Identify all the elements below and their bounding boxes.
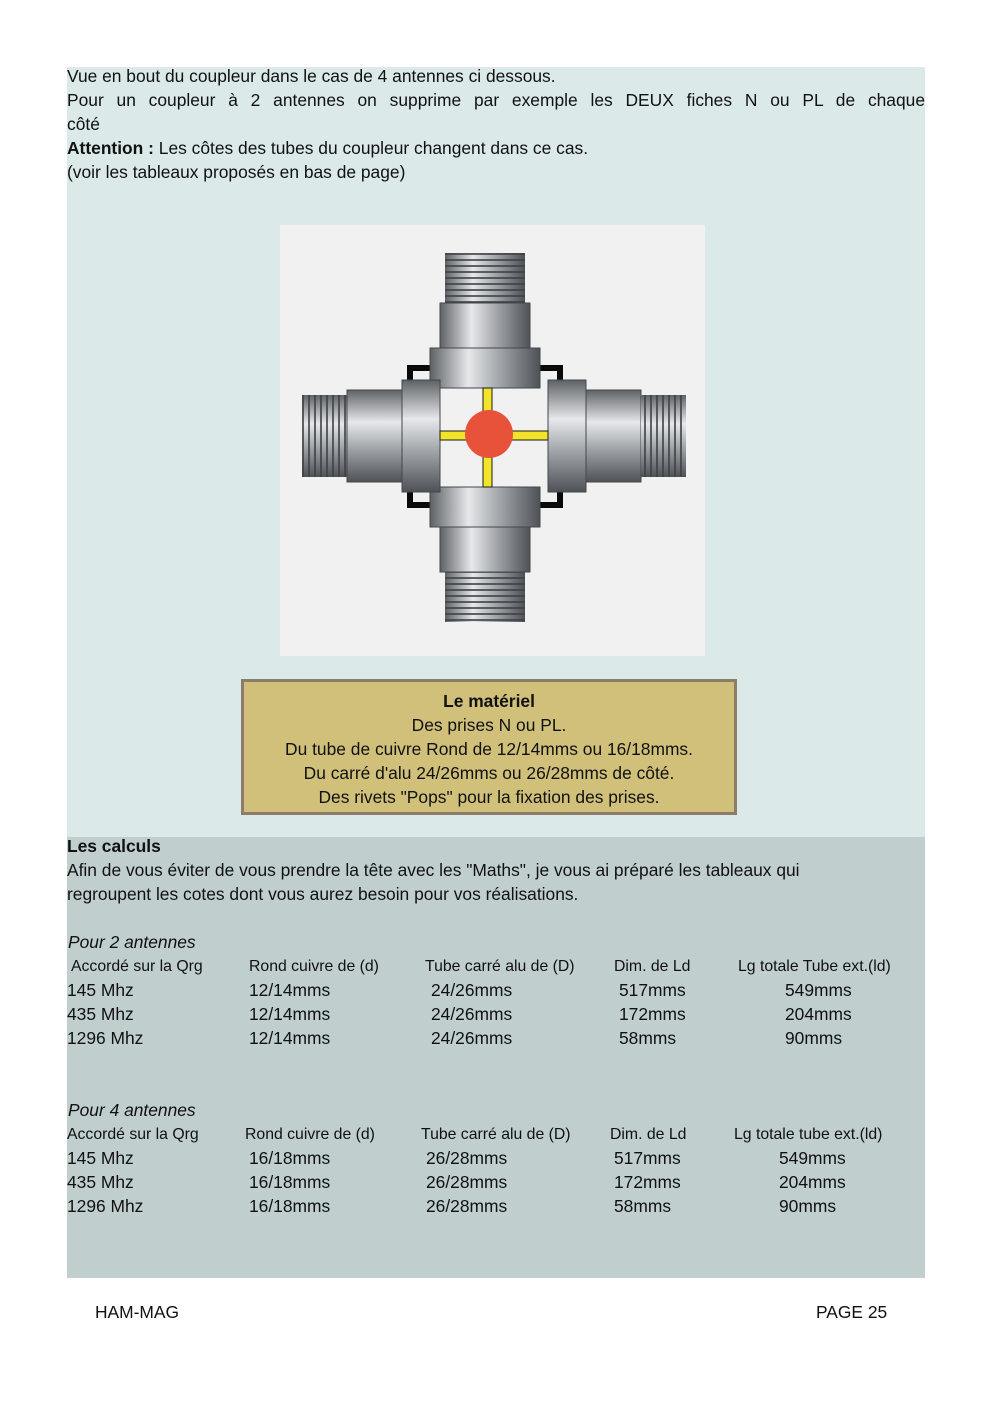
table-row [0, 1170, 993, 1194]
table-cell: 172mms [619, 1004, 686, 1024]
table-cell: 24/26mms [431, 980, 513, 1000]
column-header: Dim. de Ld [614, 958, 691, 975]
table-cell: 58mms [619, 1028, 677, 1048]
table-cell: 549mms [779, 1148, 846, 1168]
table-title-2-antennas: Pour 2 antennes [68, 932, 196, 952]
materiel-box [241, 679, 737, 815]
table-cell: 90mms [779, 1196, 837, 1216]
table-row [0, 1146, 993, 1170]
table-cell: 172mms [614, 1172, 681, 1192]
column-header: Tube carré alu de (D) [425, 958, 575, 975]
table-cell: 517mms [619, 980, 686, 1000]
attention-label: Attention : [67, 138, 154, 158]
column-header: Lg totale tube ext.(ld) [734, 1126, 883, 1143]
coupler-illustration [280, 225, 705, 656]
attention-line [67, 136, 925, 160]
intro-line: côté [67, 114, 100, 134]
column-header: Rond cuivre de (d) [249, 958, 379, 975]
table-cell: 145 Mhz [67, 980, 134, 1000]
materiel-line: Des rivets "Pops" pour la fixation des prises. [318, 787, 660, 807]
table-header-row [0, 1123, 993, 1147]
table-cell: 90mms [785, 1028, 843, 1048]
bottom-connector [430, 487, 540, 622]
table-cell: 549mms [785, 980, 852, 1000]
right-connector [548, 380, 686, 492]
calculs-text: regroupent les cotes dont vous aurez besoin pour vos réalisations. [67, 884, 579, 904]
table-cell: 16/18mms [249, 1148, 331, 1168]
left-connector [302, 380, 440, 492]
table-row [0, 1002, 993, 1026]
materiel-title: Le matériel [443, 691, 535, 711]
table-cell: 517mms [614, 1148, 681, 1168]
column-header: Accordé sur la Qrg [71, 958, 203, 975]
table-cell: 16/18mms [249, 1172, 331, 1192]
intro-line: Pour un coupleur à 2 antennes on supprime par exemple les DEUX fiches N ou PL de chaque [67, 90, 925, 110]
table-cell: 58mms [614, 1196, 672, 1216]
table-cell: 12/14mms [249, 980, 331, 1000]
intro-line: Vue en bout du coupleur dans le cas de 4 antennes ci dessous. [67, 66, 556, 86]
table-row [0, 1194, 993, 1218]
table-cell: 435 Mhz [67, 1172, 134, 1192]
table-cell: 204mms [785, 1004, 852, 1024]
table-header-row [0, 955, 993, 979]
table-cell: 26/28mms [426, 1172, 508, 1192]
table-cell: 145 Mhz [67, 1148, 134, 1168]
footer-magazine: HAM-MAG [95, 1302, 180, 1322]
calculs-text: Afin de vous éviter de vous prendre la tête avec les "Maths", je vous ai préparé les tableaux qui [67, 860, 800, 880]
footer-page-number: PAGE 25 [816, 1302, 888, 1322]
table-cell: 1296 Mhz [67, 1196, 144, 1216]
table-row [0, 978, 993, 1002]
column-header: Dim. de Ld [610, 1126, 687, 1143]
table-cell: 204mms [779, 1172, 846, 1192]
calculs-section [67, 834, 925, 906]
table-title-4-antennas: Pour 4 antennes [68, 1100, 196, 1120]
intro-text [67, 64, 925, 184]
column-header: Accordé sur la Qrg [67, 1126, 199, 1143]
attention-text: Les côtes des tubes du coupleur changent dans ce cas. [153, 138, 589, 158]
table-cell: 1296 Mhz [67, 1028, 144, 1048]
table-cell: 12/14mms [249, 1004, 331, 1024]
materiel-line: Du carré d'alu 24/26mms ou 26/28mms de côté. [303, 763, 675, 783]
table-row [0, 1026, 993, 1050]
table-cell: 24/26mms [431, 1004, 513, 1024]
top-connector [430, 253, 540, 388]
table-cell: 26/28mms [426, 1148, 508, 1168]
column-header: Tube carré alu de (D) [421, 1126, 571, 1143]
coupler-figure [280, 225, 705, 656]
materiel-line: Des prises N ou PL. [411, 715, 567, 735]
table-cell: 435 Mhz [67, 1004, 134, 1024]
calculs-title: Les calculs [67, 836, 161, 856]
materiel-line: Du tube de cuivre Rond de 12/14mms ou 16/18mms. [285, 739, 693, 759]
table-cell: 12/14mms [249, 1028, 331, 1048]
table-cell: 16/18mms [249, 1196, 331, 1216]
intro-line: (voir les tableaux proposés en bas de page) [67, 162, 406, 182]
column-header: Rond cuivre de (d) [245, 1126, 375, 1143]
column-header: Lg totale Tube ext.(ld) [738, 958, 891, 975]
center-junction [465, 410, 513, 458]
table-cell: 24/26mms [431, 1028, 513, 1048]
table-cell: 26/28mms [426, 1196, 508, 1216]
